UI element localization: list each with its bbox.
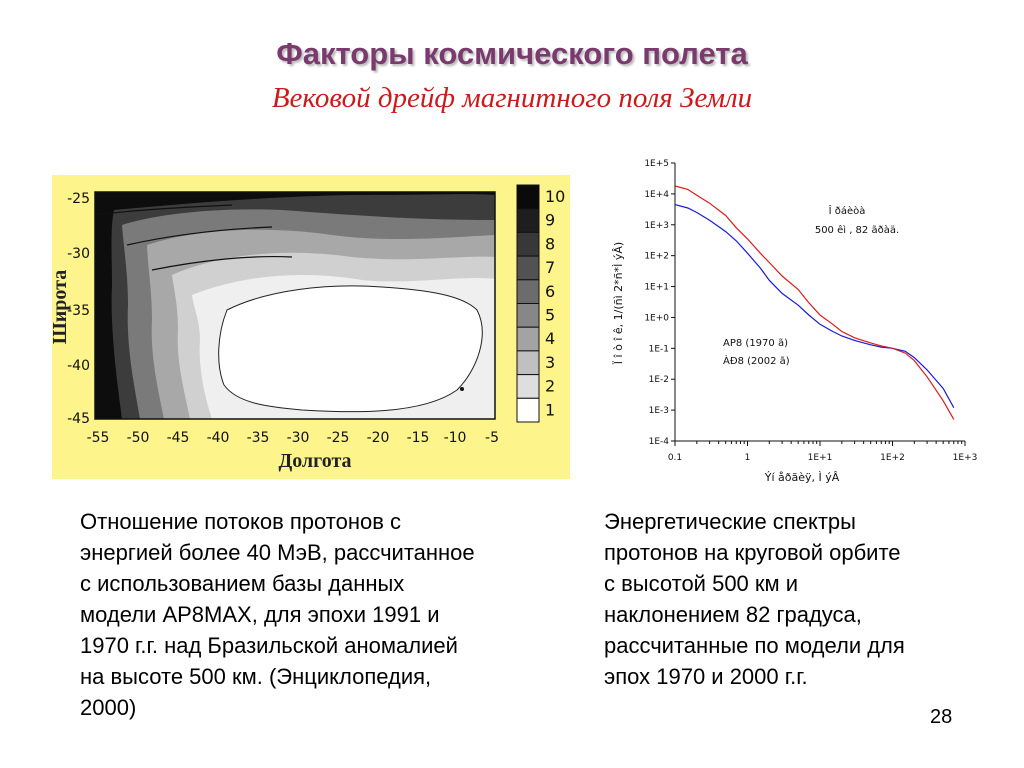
legend-level-label: 4 xyxy=(545,329,556,349)
legend-label-ap8-1970: AP8 (1970 ã) xyxy=(723,338,788,349)
x-tick-label: -50 xyxy=(126,430,150,446)
y-tick-label: -30 xyxy=(67,246,90,262)
legend-level-label: 1 xyxy=(545,400,556,420)
legend-level-label: 9 xyxy=(545,210,556,230)
x-tick-label: 0.1 xyxy=(667,453,683,463)
slide-title: Факторы космического полета xyxy=(276,36,748,71)
y-tick-label: 1E+4 xyxy=(644,189,669,200)
legend-swatch xyxy=(517,351,539,375)
contour-fields xyxy=(95,192,495,419)
y-tick-label: 1E-2 xyxy=(648,375,669,386)
legend-level-label: 10 xyxy=(545,187,566,206)
left-caption xyxy=(80,506,570,723)
y-tick-label: -40 xyxy=(67,358,90,374)
y-tick-label: -45 xyxy=(67,411,90,427)
caption-line: модели АР8МАХ, для эпохи 1991 и xyxy=(80,602,440,627)
caption-line: 2000) xyxy=(80,695,137,720)
x-tick-label: -5 xyxy=(485,430,499,446)
caption-line: на высоте 500 км. (Энциклопедия, xyxy=(80,664,432,689)
x-tick-label: -40 xyxy=(206,430,230,446)
x-tick-label: -45 xyxy=(166,430,190,446)
caption-line: эпох 1970 и 2000 г.г. xyxy=(604,664,808,689)
map-x-axis-title: Долгота xyxy=(278,450,352,472)
legend-level-label: 3 xyxy=(545,352,556,372)
legend-swatch xyxy=(517,209,539,233)
x-tick-label: -25 xyxy=(326,430,350,446)
chart-y-axis-title: Ï î ò î ê, 1/(ñì 2*ñ*Ì ýÂ) xyxy=(612,241,625,365)
x-tick-label: -30 xyxy=(286,430,310,446)
y-tick-label: 1E+1 xyxy=(644,282,669,293)
y-tick-label: -35 xyxy=(67,303,90,319)
caption-line: наклонением 82 градуса, xyxy=(604,602,862,627)
page-number: 28 xyxy=(930,706,953,728)
chart-x-axis-title: Ýí åðãèÿ, Ì ýÂ xyxy=(764,471,840,484)
legend-level-label: 2 xyxy=(545,376,556,396)
x-tick-label: -10 xyxy=(443,430,467,446)
caption-line: 1970 г.г. над Бразильской аномалией xyxy=(80,633,458,658)
contour-map xyxy=(49,175,570,479)
energy-spectrum-chart xyxy=(605,150,995,495)
caption-line: рассчитанные по модели для xyxy=(604,633,905,658)
map-legend xyxy=(517,185,565,422)
map-y-axis-title: Широта xyxy=(49,269,71,345)
x-tick-label: -35 xyxy=(246,430,270,446)
slide-subtitle: Вековой дрейф магнитного поля Земли xyxy=(271,82,753,114)
legend-label-ap8-2002: ÀÐ8 (2002 ã) xyxy=(723,356,790,367)
y-tick-label: 1E+0 xyxy=(644,313,669,324)
legend-level-label: 8 xyxy=(545,234,556,254)
anomaly-map-figure xyxy=(49,175,570,479)
x-tick-label: 1E+2 xyxy=(880,453,905,463)
caption-line: Отношение потоков протонов с xyxy=(80,509,402,534)
legend-swatch xyxy=(517,232,539,256)
y-tick-label: -25 xyxy=(67,191,90,207)
caption-line: Энергетические спектры xyxy=(604,509,856,534)
legend-swatch xyxy=(517,304,539,328)
orbit-annotation-line1: Î ðáèòà xyxy=(828,206,866,217)
y-tick-label: 1E+2 xyxy=(644,251,669,262)
caption-line: с высотой 500 км и xyxy=(604,571,799,596)
x-tick-label: 1 xyxy=(744,453,751,463)
legend-swatch xyxy=(517,327,539,351)
legend-level-label: 5 xyxy=(545,305,556,325)
caption-line: энергией более 40 МэВ, рассчитанное xyxy=(80,540,475,565)
y-tick-label: 1E-4 xyxy=(648,437,669,447)
orbit-annotation-line2: 500 êì , 82 ãðàä. xyxy=(814,225,900,236)
y-tick-label: 1E-1 xyxy=(648,344,669,355)
map-x-ticks xyxy=(87,430,499,446)
legend-swatch xyxy=(517,375,539,399)
chart-series xyxy=(675,186,954,419)
caption-line: с использованием базы данных xyxy=(80,571,405,596)
legend-swatch xyxy=(517,280,539,304)
x-tick-label: -15 xyxy=(406,430,430,446)
legend-swatch xyxy=(517,256,539,280)
legend-swatch xyxy=(517,398,539,422)
y-tick-label: 1E+5 xyxy=(644,159,669,169)
caption-line: протонов на круговой орбите xyxy=(604,540,901,565)
y-tick-label: 1E-3 xyxy=(648,406,669,417)
legend-level-label: 7 xyxy=(545,258,556,278)
right-caption xyxy=(604,506,984,692)
legend-swatch xyxy=(517,185,539,209)
x-tick-label: -20 xyxy=(366,430,390,446)
x-tick-label: 1E+3 xyxy=(952,453,978,463)
chart-axes xyxy=(644,159,977,463)
legend-level-label: 6 xyxy=(545,281,556,301)
x-tick-label: -55 xyxy=(86,430,110,446)
x-tick-label: 1E+1 xyxy=(807,453,833,463)
y-tick-label: 1E+3 xyxy=(644,220,669,231)
series-line-ap8-2002 xyxy=(675,186,954,419)
contour-level-1 xyxy=(219,286,483,412)
